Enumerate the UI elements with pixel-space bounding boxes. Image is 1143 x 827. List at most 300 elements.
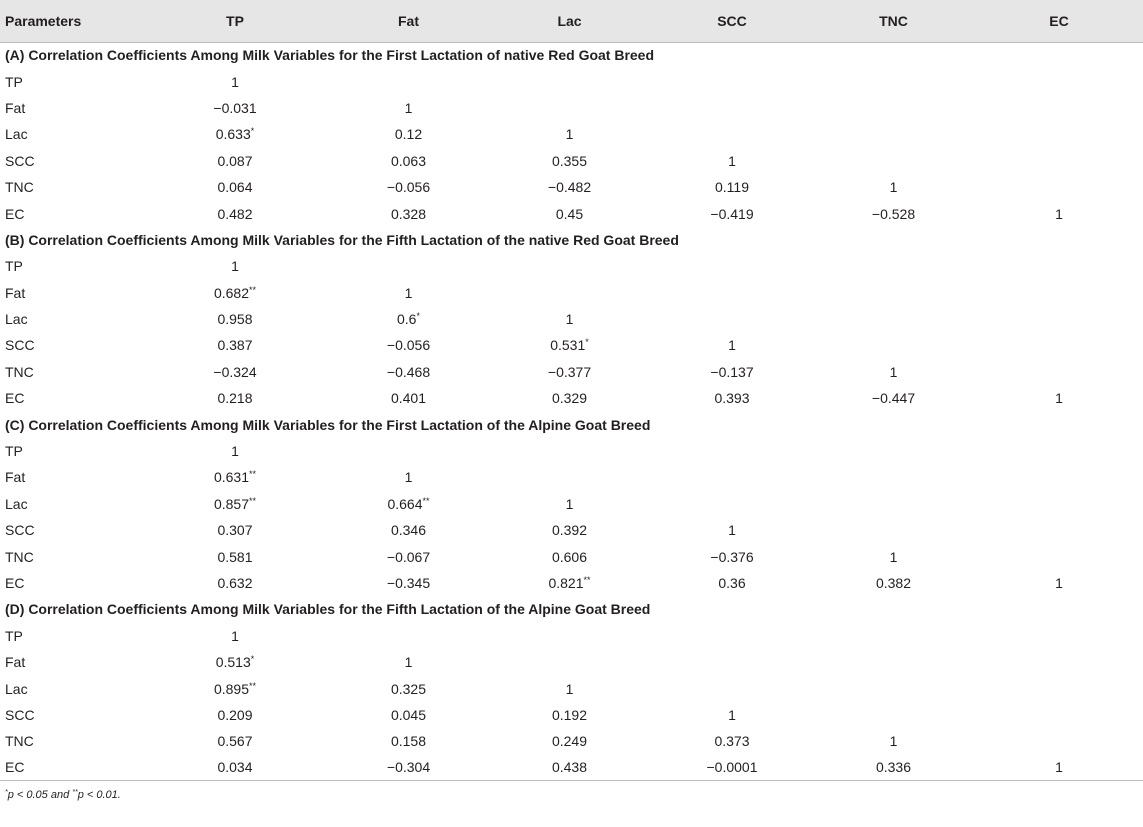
cell-tnc bbox=[812, 517, 975, 543]
cell-tp bbox=[140, 728, 330, 754]
cell-fat bbox=[330, 464, 487, 490]
row-label: TNC bbox=[5, 733, 34, 750]
cell-ec bbox=[975, 385, 1143, 411]
cell-value: 1 bbox=[1055, 759, 1063, 776]
cell-value: −0.447 bbox=[871, 390, 916, 407]
cell-ec bbox=[975, 359, 1143, 385]
cell-tnc bbox=[812, 148, 975, 174]
cell-value: 1 bbox=[231, 443, 239, 460]
significance-mark: * bbox=[250, 654, 255, 665]
cell-value: 1 bbox=[565, 311, 574, 328]
cell-tnc bbox=[812, 174, 975, 200]
row-label: TP bbox=[5, 258, 23, 275]
cell-scc bbox=[652, 253, 812, 279]
cell-tnc bbox=[812, 491, 975, 517]
cell-ec bbox=[975, 438, 1143, 464]
cell-fat bbox=[330, 517, 487, 543]
cell-lac bbox=[487, 385, 652, 411]
table-row bbox=[0, 280, 1143, 306]
cell-value: 0.064 bbox=[217, 179, 253, 196]
section-title: (A) Correlation Coefficients Among Milk Variables for the First Lactation of native Red Goat Breed bbox=[5, 47, 655, 64]
cell-tp bbox=[140, 280, 330, 306]
cell-value: 1 bbox=[404, 99, 413, 116]
header-tnc: TNC bbox=[812, 0, 975, 42]
cell-value: 0.633 bbox=[215, 126, 251, 143]
cell-value: 1 bbox=[889, 733, 898, 750]
cell-tp bbox=[140, 200, 330, 226]
cell-scc bbox=[652, 148, 812, 174]
table-row bbox=[0, 623, 1143, 649]
cell-lac bbox=[487, 332, 652, 358]
cell-value: 1 bbox=[889, 548, 898, 565]
cell-scc bbox=[652, 702, 812, 728]
cell-tnc bbox=[812, 200, 975, 226]
cell-fat bbox=[330, 755, 487, 781]
cell-value: 0.482 bbox=[217, 205, 253, 222]
section-title: (B) Correlation Coefficients Among Milk Variables for the Fifth Lactation of the native Red Goat Breed bbox=[5, 231, 679, 248]
row-label: Fat bbox=[5, 654, 26, 671]
cell-scc bbox=[652, 517, 812, 543]
cell-value: 0.531 bbox=[550, 337, 586, 354]
cell-tp bbox=[140, 755, 330, 781]
row-label: SCC bbox=[5, 337, 35, 354]
cell-value: −0.419 bbox=[710, 205, 754, 222]
header-tp: TP bbox=[140, 0, 330, 42]
section-title: (D) Correlation Coefficients Among Milk Variables for the Fifth Lactation of the Alpine Goat Breed bbox=[5, 601, 651, 618]
cell-tp bbox=[140, 385, 330, 411]
row-label: SCC bbox=[5, 522, 35, 539]
table-row bbox=[0, 728, 1143, 754]
cell-tnc bbox=[812, 385, 975, 411]
cell-scc bbox=[652, 543, 812, 569]
cell-tp bbox=[140, 649, 330, 675]
table-row bbox=[0, 755, 1143, 781]
header-lac: Lac bbox=[487, 0, 652, 42]
table-row bbox=[0, 702, 1143, 728]
cell-tp bbox=[140, 306, 330, 332]
cell-value: 0.336 bbox=[875, 759, 912, 776]
table-row bbox=[0, 200, 1143, 226]
cell-fat bbox=[330, 438, 487, 464]
cell-scc bbox=[652, 385, 812, 411]
cell-tnc bbox=[812, 675, 975, 701]
cell-value: 0.632 bbox=[217, 575, 253, 591]
cell-value: 1 bbox=[728, 152, 736, 169]
row-label: Fat bbox=[5, 469, 26, 486]
cell-ec bbox=[975, 174, 1143, 200]
cell-lac bbox=[487, 200, 652, 226]
significance-mark: ** bbox=[249, 469, 257, 480]
header-scc: SCC bbox=[652, 0, 812, 42]
cell-value: 1 bbox=[565, 495, 574, 512]
table-row bbox=[0, 649, 1143, 675]
cell-tnc bbox=[812, 332, 975, 358]
cell-fat bbox=[330, 68, 487, 94]
cell-tnc bbox=[812, 253, 975, 279]
cell-fat bbox=[330, 253, 487, 279]
cell-lac bbox=[487, 675, 652, 701]
cell-value: 1 bbox=[404, 284, 413, 301]
row-label: EC bbox=[0, 755, 140, 781]
cell-lac bbox=[487, 517, 652, 543]
table-footnote bbox=[0, 789, 1143, 801]
row-label: Fat bbox=[5, 99, 26, 116]
table-row bbox=[0, 332, 1143, 358]
header-fat: Fat bbox=[330, 0, 487, 42]
cell-tnc bbox=[812, 306, 975, 332]
significance-mark: * bbox=[585, 337, 589, 348]
cell-lac bbox=[487, 306, 652, 332]
cell-tp bbox=[140, 464, 330, 490]
section-title-row bbox=[0, 227, 1143, 253]
cell-scc bbox=[652, 623, 812, 649]
cell-scc bbox=[652, 491, 812, 517]
cell-fat bbox=[330, 280, 487, 306]
cell-value: 0.857 bbox=[213, 495, 250, 512]
footnote-mark-double: ** bbox=[72, 789, 78, 797]
cell-tp bbox=[140, 675, 330, 701]
cell-value: 0.567 bbox=[217, 733, 253, 750]
cell-value: 0.192 bbox=[551, 706, 588, 723]
cell-scc bbox=[652, 95, 812, 121]
section-title-row bbox=[0, 411, 1143, 437]
table-row bbox=[0, 464, 1143, 490]
cell-tnc bbox=[812, 121, 975, 147]
cell-value: 0.329 bbox=[551, 390, 588, 407]
cell-value: −0.376 bbox=[710, 548, 754, 565]
cell-lac bbox=[487, 253, 652, 279]
cell-tp bbox=[140, 332, 330, 358]
cell-value: 0.387 bbox=[217, 337, 253, 354]
cell-value: 0.392 bbox=[551, 522, 588, 539]
cell-ec bbox=[975, 306, 1143, 332]
cell-value: −0.528 bbox=[871, 205, 916, 222]
cell-lac bbox=[487, 623, 652, 649]
cell-value: 1 bbox=[404, 469, 413, 486]
row-label: Lac bbox=[5, 680, 28, 697]
cell-tnc bbox=[812, 623, 975, 649]
cell-value: 0.631 bbox=[213, 469, 250, 486]
cell-value: 1 bbox=[231, 627, 239, 644]
cell-value: 0.158 bbox=[390, 733, 427, 750]
table-row bbox=[0, 359, 1143, 385]
cell-fat bbox=[330, 174, 487, 200]
cell-value: 0.682 bbox=[213, 284, 250, 301]
cell-value: 0.36 bbox=[718, 575, 746, 591]
significance-mark: * bbox=[250, 126, 255, 137]
cell-ec bbox=[975, 491, 1143, 517]
cell-ec bbox=[975, 702, 1143, 728]
cell-fat bbox=[330, 702, 487, 728]
cell-tp bbox=[140, 623, 330, 649]
section-title-row bbox=[0, 596, 1143, 622]
cell-value: −0.067 bbox=[386, 548, 431, 565]
section-title-row bbox=[0, 42, 1143, 68]
cell-value: 0.346 bbox=[390, 522, 427, 539]
cell-tnc bbox=[812, 95, 975, 121]
cell-ec bbox=[975, 570, 1143, 596]
cell-value: 0.581 bbox=[217, 548, 253, 565]
cell-ec bbox=[975, 675, 1143, 701]
cell-lac bbox=[487, 464, 652, 490]
table-row bbox=[0, 491, 1143, 517]
cell-value: −0.482 bbox=[547, 179, 592, 196]
cell-scc bbox=[652, 438, 812, 464]
cell-value: 0.249 bbox=[551, 733, 588, 750]
significance-mark: ** bbox=[249, 495, 257, 506]
cell-tnc bbox=[812, 728, 975, 754]
table-row bbox=[0, 306, 1143, 332]
cell-fat bbox=[330, 385, 487, 411]
row-label: TNC bbox=[5, 363, 34, 380]
cell-value: 1 bbox=[231, 258, 239, 275]
cell-value: 1 bbox=[231, 73, 239, 90]
cell-value: 1 bbox=[889, 363, 898, 380]
table-row bbox=[0, 517, 1143, 543]
cell-tnc bbox=[812, 464, 975, 490]
cell-tp bbox=[140, 253, 330, 279]
cell-value: 0.307 bbox=[217, 522, 253, 539]
cell-lac bbox=[487, 728, 652, 754]
cell-value: 0.373 bbox=[714, 733, 750, 750]
significance-mark: ** bbox=[583, 575, 591, 585]
cell-fat bbox=[330, 95, 487, 121]
cell-value: 1 bbox=[1055, 390, 1063, 407]
cell-tp bbox=[140, 517, 330, 543]
table-row bbox=[0, 148, 1143, 174]
footnote-mark-single: * bbox=[5, 789, 8, 797]
cell-value: 0.382 bbox=[875, 575, 912, 591]
cell-tp bbox=[140, 95, 330, 121]
cell-ec bbox=[975, 464, 1143, 490]
cell-value: 0.6 bbox=[397, 311, 417, 328]
cell-tp bbox=[140, 438, 330, 464]
cell-tnc bbox=[812, 543, 975, 569]
row-label: Lac bbox=[5, 495, 28, 512]
cell-scc bbox=[652, 306, 812, 332]
cell-tp bbox=[140, 570, 330, 596]
cell-lac bbox=[487, 570, 652, 596]
table-row bbox=[0, 675, 1143, 701]
cell-value: −0.304 bbox=[386, 759, 431, 776]
table-row bbox=[0, 68, 1143, 94]
cell-value: 0.063 bbox=[390, 152, 427, 169]
cell-scc bbox=[652, 464, 812, 490]
row-label: EC bbox=[5, 205, 25, 222]
cell-fat bbox=[330, 332, 487, 358]
cell-tnc bbox=[812, 649, 975, 675]
table-body bbox=[0, 42, 1143, 781]
cell-tnc bbox=[812, 755, 975, 781]
cell-scc bbox=[652, 570, 812, 596]
cell-ec bbox=[975, 517, 1143, 543]
cell-lac bbox=[487, 649, 652, 675]
cell-value: −0.056 bbox=[386, 337, 431, 354]
cell-scc bbox=[652, 675, 812, 701]
cell-value: 0.328 bbox=[390, 205, 427, 222]
header-parameters: Parameters bbox=[0, 0, 140, 42]
table-row bbox=[0, 121, 1143, 147]
row-label: SCC bbox=[5, 706, 35, 723]
cell-value: 0.821 bbox=[548, 575, 584, 591]
footnote-text-1: p < 0.05 and bbox=[7, 789, 73, 802]
cell-lac bbox=[487, 491, 652, 517]
cell-fat bbox=[330, 200, 487, 226]
cell-ec bbox=[975, 68, 1143, 94]
significance-mark: ** bbox=[249, 284, 257, 295]
table-header-row bbox=[0, 0, 1143, 42]
cell-value: 0.12 bbox=[394, 126, 423, 143]
cell-fat bbox=[330, 675, 487, 701]
cell-value: 0.045 bbox=[390, 706, 427, 723]
cell-tp bbox=[140, 702, 330, 728]
cell-ec bbox=[975, 95, 1143, 121]
cell-value: 0.355 bbox=[551, 152, 588, 169]
significance-mark: ** bbox=[422, 495, 430, 506]
cell-value: 0.45 bbox=[555, 205, 584, 222]
cell-value: 1 bbox=[565, 126, 574, 143]
cell-scc bbox=[652, 649, 812, 675]
table-row bbox=[0, 174, 1143, 200]
cell-scc bbox=[652, 755, 812, 781]
cell-scc bbox=[652, 121, 812, 147]
table-row bbox=[0, 438, 1143, 464]
cell-ec bbox=[975, 121, 1143, 147]
table-row bbox=[0, 253, 1143, 279]
cell-ec bbox=[975, 332, 1143, 358]
cell-value: 0.401 bbox=[390, 390, 427, 407]
cell-value: −0.031 bbox=[213, 99, 257, 116]
cell-scc bbox=[652, 359, 812, 385]
cell-value: 0.438 bbox=[551, 759, 588, 776]
cell-tp bbox=[140, 543, 330, 569]
cell-value: 0.606 bbox=[551, 548, 588, 565]
cell-tnc bbox=[812, 438, 975, 464]
footnote-text-2: p < 0.01. bbox=[77, 789, 121, 802]
cell-value: −0.324 bbox=[213, 363, 257, 380]
cell-value: −0.137 bbox=[710, 363, 754, 380]
cell-fat bbox=[330, 491, 487, 517]
cell-value: 0.664 bbox=[387, 495, 423, 512]
cell-tp bbox=[140, 121, 330, 147]
cell-lac bbox=[487, 438, 652, 464]
cell-ec bbox=[975, 649, 1143, 675]
cell-lac bbox=[487, 280, 652, 306]
cell-value: 1 bbox=[728, 706, 736, 723]
cell-fat bbox=[330, 306, 487, 332]
row-label: SCC bbox=[5, 152, 35, 169]
cell-lac bbox=[487, 95, 652, 121]
cell-value: 0.895 bbox=[213, 680, 250, 697]
cell-lac bbox=[487, 174, 652, 200]
cell-value: 0.119 bbox=[715, 179, 749, 196]
cell-value: 1 bbox=[728, 337, 736, 354]
cell-tnc bbox=[812, 359, 975, 385]
cell-fat bbox=[330, 121, 487, 147]
cell-value: 1 bbox=[728, 522, 736, 539]
cell-value: −0.345 bbox=[386, 575, 431, 591]
cell-ec bbox=[975, 253, 1143, 279]
cell-tp bbox=[140, 359, 330, 385]
row-label: TP bbox=[5, 443, 23, 460]
cell-fat bbox=[330, 570, 487, 596]
cell-tp bbox=[140, 148, 330, 174]
cell-tnc bbox=[812, 702, 975, 728]
cell-scc bbox=[652, 174, 812, 200]
row-label: Fat bbox=[5, 284, 26, 301]
cell-ec bbox=[975, 148, 1143, 174]
cell-value: −0.0001 bbox=[706, 759, 758, 776]
cell-value: 1 bbox=[889, 179, 898, 196]
row-label: EC bbox=[5, 575, 25, 591]
cell-tp bbox=[140, 68, 330, 94]
cell-fat bbox=[330, 623, 487, 649]
cell-value: 0.958 bbox=[217, 311, 253, 328]
cell-lac bbox=[487, 543, 652, 569]
significance-mark: * bbox=[416, 311, 420, 322]
cell-lac bbox=[487, 755, 652, 781]
table-row bbox=[0, 570, 1143, 596]
cell-value: 0.393 bbox=[714, 390, 750, 407]
cell-fat bbox=[330, 148, 487, 174]
cell-value: 0.218 bbox=[217, 390, 253, 407]
table-row bbox=[0, 95, 1143, 121]
cell-scc bbox=[652, 200, 812, 226]
cell-scc bbox=[652, 728, 812, 754]
cell-scc bbox=[652, 68, 812, 94]
cell-value: 0.034 bbox=[217, 759, 253, 776]
cell-fat bbox=[330, 728, 487, 754]
cell-lac bbox=[487, 359, 652, 385]
row-label: Lac bbox=[5, 311, 28, 328]
cell-value: 1 bbox=[1055, 575, 1063, 591]
cell-fat bbox=[330, 359, 487, 385]
cell-lac bbox=[487, 68, 652, 94]
cell-value: −0.468 bbox=[386, 363, 431, 380]
cell-tnc bbox=[812, 280, 975, 306]
cell-value: 0.087 bbox=[217, 152, 253, 169]
row-label: TNC bbox=[5, 548, 34, 565]
cell-lac bbox=[487, 702, 652, 728]
cell-scc bbox=[652, 332, 812, 358]
cell-value: 1 bbox=[404, 654, 413, 671]
cell-ec bbox=[975, 623, 1143, 649]
cell-value: 1 bbox=[565, 680, 574, 697]
row-label: Lac bbox=[5, 126, 28, 143]
cell-ec bbox=[975, 543, 1143, 569]
cell-ec bbox=[975, 200, 1143, 226]
cell-tp bbox=[140, 491, 330, 517]
table-row bbox=[0, 543, 1143, 569]
cell-ec bbox=[975, 728, 1143, 754]
cell-fat bbox=[330, 649, 487, 675]
cell-ec bbox=[975, 755, 1143, 781]
table-row bbox=[0, 385, 1143, 411]
section-title: (C) Correlation Coefficients Among Milk Variables for the First Lactation of the Alpine Goat Breed bbox=[5, 416, 651, 433]
cell-value: 1 bbox=[1055, 205, 1063, 222]
cell-fat bbox=[330, 543, 487, 569]
cell-value: 0.209 bbox=[217, 706, 253, 723]
cell-lac bbox=[487, 121, 652, 147]
cell-scc bbox=[652, 280, 812, 306]
row-label: TP bbox=[5, 627, 23, 644]
cell-ec bbox=[975, 280, 1143, 306]
header-ec: EC bbox=[975, 0, 1143, 42]
cell-tp bbox=[140, 174, 330, 200]
cell-value: −0.056 bbox=[386, 179, 431, 196]
cell-value: 0.325 bbox=[390, 680, 427, 697]
row-label: TNC bbox=[5, 179, 34, 196]
